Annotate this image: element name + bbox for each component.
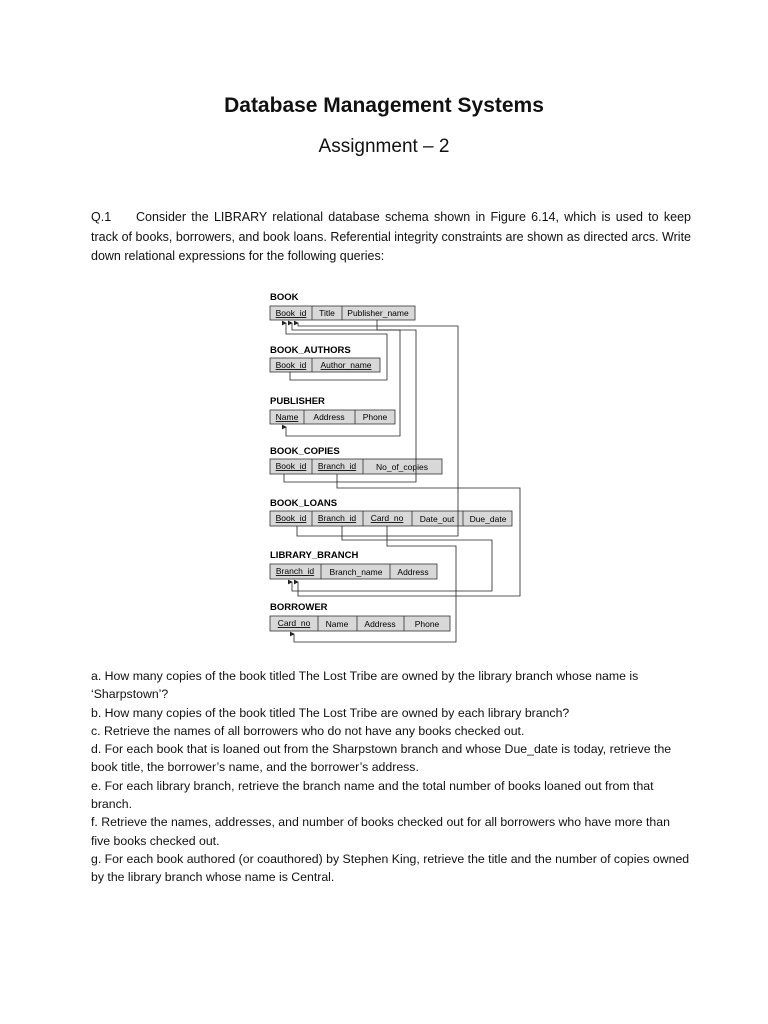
column-cell: Branch_id xyxy=(275,566,315,576)
column-cell: Address xyxy=(313,412,345,422)
column-cell: Book_id xyxy=(275,308,307,318)
table-book xyxy=(270,292,415,320)
column-cell: Publisher_name xyxy=(347,308,409,318)
question-paragraph xyxy=(91,208,691,267)
column-cell: Phone xyxy=(414,619,440,629)
column-cell: No_of_copies xyxy=(376,462,428,472)
table-name: BOOK_AUTHORS xyxy=(270,345,351,356)
document-title: Database Management Systems xyxy=(224,94,544,117)
query-item-e: e. For each library branch, retrieve the branch name and the total number of books loaned out from that branch. xyxy=(91,778,654,812)
query-item-d: d. For each book that is loaned out from the Sharpstown branch and whose Due_date is today, retrieve the book title, the borrower’s name, and the borrower’s address. xyxy=(91,742,672,775)
column-cell: Branch_id xyxy=(317,461,357,471)
table-borrower xyxy=(270,602,450,631)
table-name: LIBRARY_BRANCH xyxy=(270,550,359,561)
column-cell: Name xyxy=(325,619,349,629)
column-cell: Title xyxy=(319,308,335,318)
question-number: Q.1 xyxy=(91,210,112,224)
table-name: BOOK xyxy=(270,292,299,303)
column-cell: Branch_id xyxy=(317,513,357,523)
table-book-loans xyxy=(270,498,512,526)
column-cell: Book_id xyxy=(275,461,307,471)
column-cell: Book_id xyxy=(275,513,307,523)
column-cell: Phone xyxy=(362,412,388,422)
column-cell: Address xyxy=(397,567,429,577)
table-library-branch xyxy=(270,550,437,579)
column-cell: Branch_name xyxy=(329,567,383,577)
table-name: BORROWER xyxy=(270,602,328,613)
column-cell: Card_no xyxy=(370,513,404,523)
query-list xyxy=(91,667,691,887)
column-cell: Date_out xyxy=(419,514,455,524)
table-publisher xyxy=(270,396,395,424)
column-cell: Book_id xyxy=(275,360,307,370)
table-book-authors xyxy=(270,345,380,372)
table-name: BOOK_COPIES xyxy=(270,446,340,457)
query-item-f: f. Retrieve the names, addresses, and number of books checked out for all borrowers who have more than five books checked out. xyxy=(91,815,670,848)
library-schema-figure xyxy=(262,284,542,644)
query-item-c: c. Retrieve the names of all borrowers who do not have any books checked out. xyxy=(91,723,525,738)
query-item-b: b. How many copies of the book titled The Lost Tribe are owned by each library branch? xyxy=(91,705,570,720)
assignment-subtitle: Assignment – 2 xyxy=(318,136,450,157)
table-name: PUBLISHER xyxy=(270,396,325,407)
column-cell: Author_name xyxy=(320,360,372,370)
column-cell: Due_date xyxy=(469,514,507,524)
question-text: Consider the LIBRARY relational database schema shown in Figure 6.14, which is used to keep track of books, borrowers, and book loans. Referential integrity constraints are shown as directed arcs. Write down relational expressions for the following queries: xyxy=(91,210,691,263)
column-cell: Name xyxy=(275,412,299,422)
table-name: BOOK_LOANS xyxy=(270,498,338,509)
query-item-a: a. How many copies of the book titled The Lost Tribe are owned by the library branch whose name is ‘Sharpstown’? xyxy=(91,669,639,702)
query-item-g: g. For each book authored (or coauthored) by Stephen King, retrieve the title and the number of copies owned by the library branch whose name is Central. xyxy=(91,851,690,885)
column-cell: Address xyxy=(364,619,396,629)
column-cell: Card_no xyxy=(277,618,311,628)
